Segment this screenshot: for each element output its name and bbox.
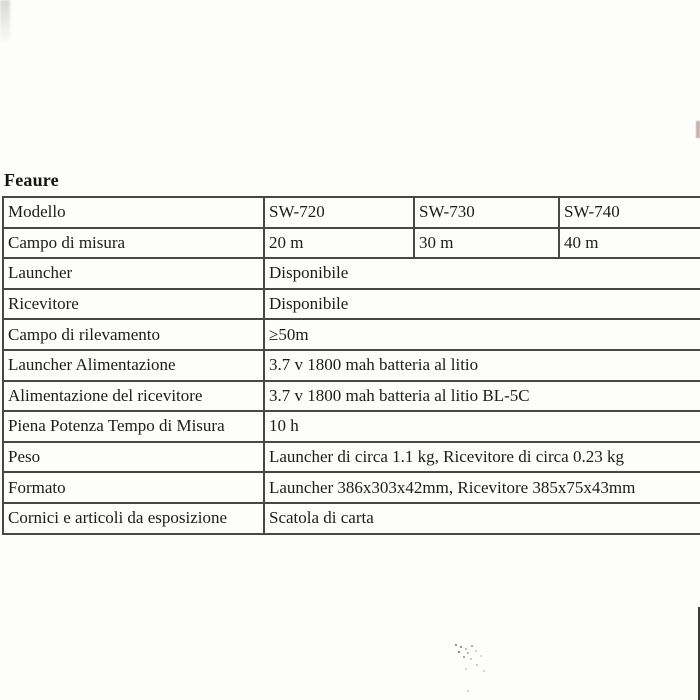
table-row	[3, 197, 700, 228]
spec-value-cell: 40 m	[559, 228, 700, 259]
table-row	[3, 442, 700, 473]
right-edge-mark-artifact	[696, 121, 700, 138]
table-row	[3, 503, 700, 534]
spec-value-cell: Disponibile	[264, 258, 700, 289]
spec-value-cell: Launcher di circa 1.1 kg, Ricevitore di circa 0.23 kg	[264, 442, 700, 473]
spec-label-cell: Campo di rilevamento	[3, 319, 264, 350]
spec-label-cell: Piena Potenza Tempo di Misura	[3, 411, 264, 442]
spec-value-cell: Scatola di carta	[264, 503, 700, 534]
spec-label-cell: Modello	[3, 197, 264, 228]
spec-label-cell: Ricevitore	[3, 289, 264, 320]
table-row	[3, 289, 700, 320]
spec-label-cell: Formato	[3, 472, 264, 503]
page-title: Feaure	[4, 170, 59, 190]
table-row	[3, 411, 700, 442]
spec-table-body	[3, 197, 700, 534]
spec-label-cell: Alimentazione del ricevitore	[3, 381, 264, 412]
spec-label-cell: Cornici e articoli da esposizione	[3, 503, 264, 534]
spec-value-cell: 10 h	[264, 411, 700, 442]
spec-table-container	[2, 196, 700, 535]
spec-table	[2, 196, 700, 535]
spec-value-cell: SW-740	[559, 197, 700, 228]
spec-label-cell: Launcher Alimentazione	[3, 350, 264, 381]
table-row	[3, 258, 700, 289]
table-row	[3, 381, 700, 412]
spec-value-cell: Disponibile	[264, 289, 700, 320]
spec-value-cell: 20 m	[264, 228, 414, 259]
spec-value-cell: Launcher 386x303x42mm, Ricevitore 385x75x43mm	[264, 472, 700, 503]
noise-speckles-artifact	[455, 644, 457, 646]
spec-label-cell: Campo di misura	[3, 228, 264, 259]
spec-value-cell: ≥50m	[264, 319, 700, 350]
spec-label-cell: Launcher	[3, 258, 264, 289]
spec-value-cell: SW-730	[414, 197, 559, 228]
table-row	[3, 228, 700, 259]
spec-label-cell: Peso	[3, 442, 264, 473]
spec-value-cell: 3.7 v 1800 mah batteria al litio BL-5C	[264, 381, 700, 412]
table-row	[3, 350, 700, 381]
table-row	[3, 319, 700, 350]
spec-value-cell: SW-720	[264, 197, 414, 228]
table-row	[3, 472, 700, 503]
spec-value-cell: 30 m	[414, 228, 559, 259]
spec-value-cell: 3.7 v 1800 mah batteria al litio	[264, 350, 700, 381]
topleft-smudge-artifact	[0, 0, 10, 42]
